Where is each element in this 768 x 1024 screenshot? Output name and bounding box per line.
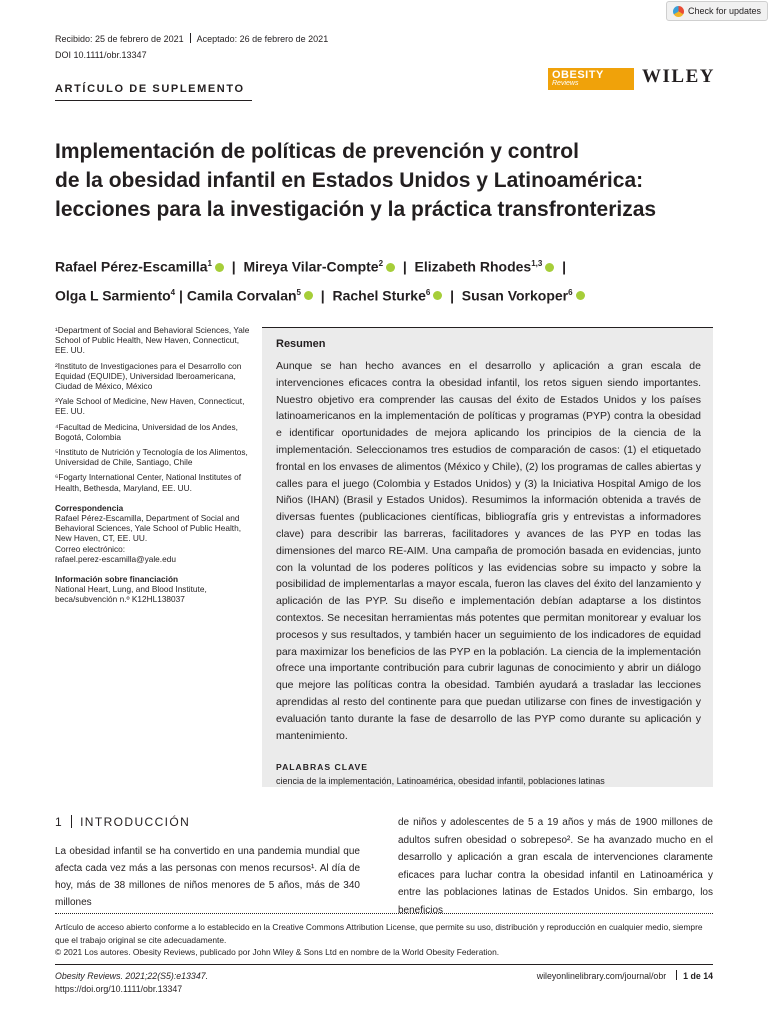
orcid-icon[interactable] — [433, 291, 442, 300]
publisher-logo: WILEY — [642, 66, 715, 87]
orcid-icon[interactable] — [545, 263, 554, 272]
author-name[interactable]: Mireya Vilar-Compte — [243, 258, 379, 275]
author-name[interactable]: Camila Corvalan — [186, 287, 297, 304]
journal-logo: OBESITY Reviews — [548, 68, 634, 90]
license-text: Artículo de acceso abierto conforme a lo establecido en la Creative Commons Attribution License, que permite su uso, distribución y reproducción en cualquier medio, siempre que el trabajo original se cite adecuadamente. — [55, 922, 703, 945]
journal-citation: Obesity Reviews. 2021;22(S5):e13347. — [55, 971, 209, 981]
funding-body: National Heart, Lung, and Blood Institute, beca/subvención n.º K12HL138037 — [55, 584, 207, 605]
affiliation: ³Yale School of Medicine, New Haven, Connecticut, EE. UU. — [55, 396, 245, 417]
abstract-box — [262, 327, 713, 787]
affiliation: ¹Department of Social and Behavioral Sciences, Yale School of Public Health, New Haven, Connecticut, EE. UU. — [55, 325, 250, 356]
author-name[interactable]: Rachel Sturke — [332, 287, 426, 304]
keywords-heading: PALABRAS CLAVE — [276, 762, 368, 773]
author-name[interactable]: Susan Vorkoper — [461, 287, 569, 304]
author-name[interactable]: Elizabeth Rhodes — [414, 258, 532, 275]
section-heading-introduction: 1 INTRODUCCIÓN — [55, 815, 191, 829]
check-for-updates-label: Check for updates — [687, 6, 762, 16]
affiliation: ⁴Facultad de Medicina, Universidad de los Andes, Bogotá, Colombia — [55, 421, 238, 442]
received-date: Recibido: 25 de febrero de 2021 — [55, 34, 184, 44]
email-link[interactable]: rafael.perez-escamilla@yale.edu — [55, 553, 176, 564]
affiliation: ⁵Instituto de Nutrición y Tecnología de los Alimentos, Universidad de Chile, Santiago, Chile — [55, 447, 248, 468]
doi-link[interactable]: https://doi.org/10.1111/obr.13347 — [55, 983, 183, 994]
check-for-updates-button[interactable] — [666, 1, 768, 21]
abstract-text: Aunque se han hecho avances en el desarrollo y aplicación a gran escala de intervenciones eficaces contra la obesidad infantil, los retos siguen siendo importantes. Nuestro objetivo era comprender las causas del éxito de Estados Unidos y los países latinoamericanos en la implementación de políticas y programas (PYP) contra la obesidad e identificar oportunidades de mejora aplicando los principios de la ciencia de la implementación. Seleccionamos tres estudios de comparación de casos: (1) el etiquetado frontal en los envases de alimentos (México y Chile), (2) los programas de calles abiertas y calles para el juego (Colombia y Estados Unidos) y (3) la Iniciativa Hospital Amigo de los Niños (IHAN) (Brasil y Estados Unidos). Resumimos la información obtenida a través de diversas fuentes (publicaciones científicas, bibliografía gris y entrevistas a informadores clave) para describir las barreras, facilitadores y avances de las PYP en todas las dimensiones del marco RE-AIM. Una campaña de promoción basada en evidencias, junto con la voluntad de los poderes políticos y las evidencias sobre su impacto y sobre la posibilidad de implementarlas a mayor escala, fueron las claves del éxito del lanzamiento y aplicación de las PYP. Su diseño e implementación debían adaptarse a los distintos contextos. Se necesitan herramientas más potentes que permitan monitorear y evaluar los procesos y sus resultados, y también hacer un seguimiento de los indicadores de equidad para maximizar los beneficios de las PYP en la población. La ciencia de la implementación ofrece una importante contribución para cubrir lagunas de conocimiento y abrir un diálogo que mejore las políticas contra la obesidad. También ayudará a trasladar las lecciones aprendidas al resto del continente para que puedan utilizarse con fines de investigación y evaluación tanto durante la fase de desarrollo de las PYP como durante su aplicación y mantenimiento. — [276, 360, 701, 742]
license-notice — [55, 921, 713, 959]
accepted-date: Aceptado: 26 de febrero de 2021 — [196, 34, 329, 44]
affiliations-column — [55, 325, 250, 610]
body-text-right: de niños y adolescentes de 5 a 19 años y más de 1900 millones de adultos sufren obesidad o sobrepeso². Se ha avanzado mucho en el desarrollo y aplicación a gran escala de intervenciones claramente eficaces para luchar contra la obesidad infantil en Latinoamérica y entre las poblaciones latinas de Estados Unidos. Sin embargo, los beneficios — [398, 817, 713, 916]
author-name[interactable]: Olga L Sarmiento — [55, 287, 171, 304]
doi[interactable]: DOI 10.1111/obr.13347 — [55, 50, 147, 60]
crossmark-icon — [673, 6, 684, 17]
orcid-icon[interactable] — [576, 291, 585, 300]
funding-heading: Información sobre financiación — [55, 574, 179, 585]
orcid-icon[interactable] — [386, 263, 395, 272]
submission-dates — [55, 33, 328, 44]
footer-right — [488, 970, 713, 981]
body-text-left: La obesidad infantil se ha convertido en una pandemia mundial que afecta cada vez más a las personas con menos recursos¹. Al día de hoy, más de 38 millones de niños menores de 5 años, más de 340 millones — [55, 846, 360, 908]
email-label: Correo electrónico: — [55, 543, 126, 554]
article-title: Implementación de políticas de prevención y control de la obesidad infantil en Estados Unidos y Latinoamérica: lecciones para la investigación y la práctica transfronterizas — [55, 140, 657, 221]
journal-site-link[interactable]: wileyonlinelibrary.com/journal/obr — [536, 971, 667, 981]
author-name[interactable]: Rafael Pérez-Escamilla — [55, 258, 208, 275]
footer-rule — [55, 964, 713, 965]
section-label: ARTÍCULO DE SUPLEMENTO — [55, 83, 245, 95]
keywords: ciencia de la implementación, Latinoamérica, obesidad infantil, poblaciones latinas — [276, 776, 605, 787]
author-list: Rafael Pérez-Escamilla$^1$ | Mireya Vilar-Compte$^2$ | Elizabeth Rhodes$^{1,3}$ | Olga L Sarmiento$^4$ | Camila Corvalan$^5$ | Rachel Sturke$^6$ | Susan Vorkoper$^6$ — [55, 251, 705, 308]
section-rule — [55, 100, 252, 101]
orcid-icon[interactable] — [304, 291, 313, 300]
affiliation: ²Instituto de Investigaciones para el Desarrollo con Equidad (EQUIDE), Universidad Iberoamericana, Ciudad de México, México — [55, 360, 242, 392]
page-number: 1 de 14 — [683, 971, 713, 981]
license-divider — [55, 913, 713, 914]
abstract-heading: Resumen — [276, 338, 326, 350]
copyright-line: © 2021 Los autores. Obesity Reviews, publicado por John Wiley & Sons Ltd en nombre de la World Obesity Federation. — [55, 947, 500, 957]
affiliation: ⁶Fogarty International Center, National Institutes of Health, Bethesda, Maryland, EE. UU. — [55, 472, 242, 493]
correspondence-body: Rafael Pérez-Escamilla, Department of Social and Behavioral Sciences, Yale School of Public Health, New Haven, CT, EE. UU. — [55, 513, 242, 544]
footer-citation — [55, 970, 208, 995]
correspondence-heading: Correspondencia — [55, 502, 124, 513]
orcid-icon[interactable] — [215, 263, 224, 272]
